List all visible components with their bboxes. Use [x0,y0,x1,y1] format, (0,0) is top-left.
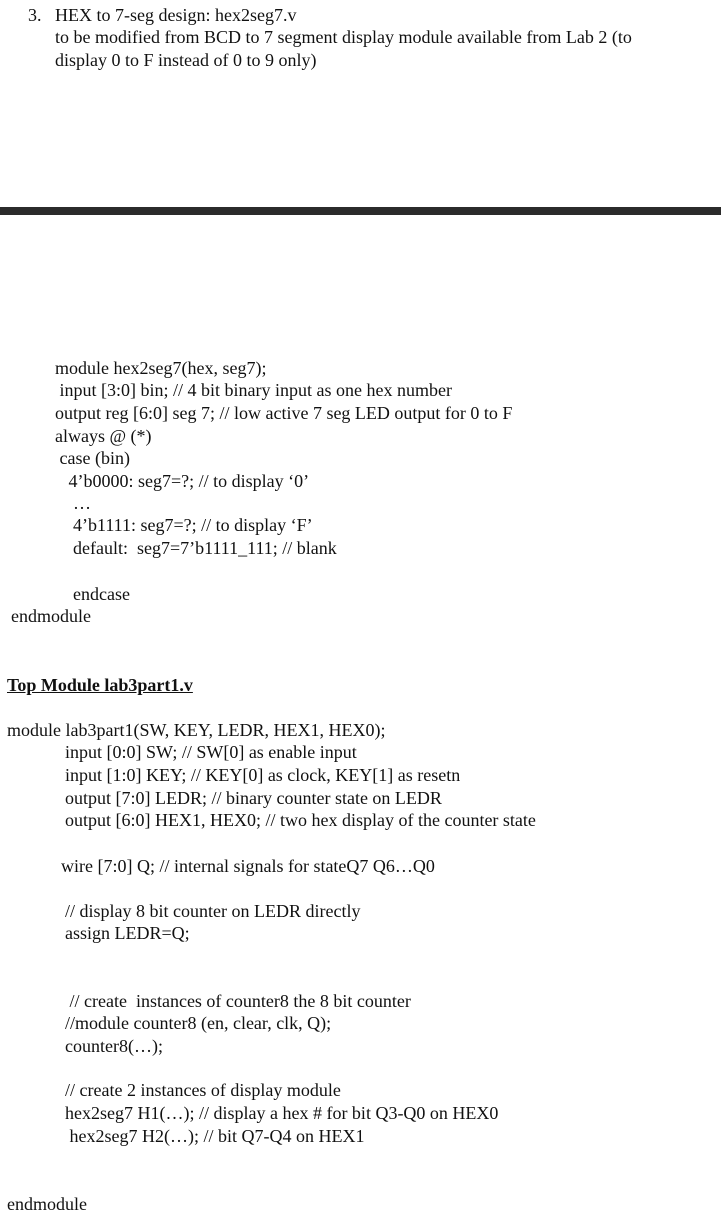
item-description-line: to be modified from BCD to 7 segment display module available from Lab 2 (to [55,27,632,47]
code-line: … [55,493,91,513]
code-line: input [1:0] KEY; // KEY[0] as clock, KEY[1] as resetn [65,765,461,785]
code-line: output [7:0] LEDR; // binary counter state on LEDR [65,788,442,808]
section-heading: Top Module lab3part1.v [7,675,193,695]
code-line: case (bin) [55,448,130,468]
page-divider [0,207,721,215]
code-line: default: seg7=7’b1111_111; // blank [55,538,337,558]
code-line: always @ (*) [55,426,152,446]
code-line: input [3:0] bin; // 4 bit binary input as one hex number [55,380,452,400]
code-line: assign LEDR=Q; [65,923,190,943]
code-line: output [6:0] HEX1, HEX0; // two hex display of the counter state [65,810,536,830]
code-line: 4’b1111: seg7=?; // to display ‘F’ [55,515,313,535]
code-line: // create 2 instances of display module [65,1080,341,1100]
code-line: // display 8 bit counter on LEDR directly [65,901,361,921]
item-title: HEX to 7-seg design: hex2seg7.v [55,5,297,25]
code-line: module lab3part1(SW, KEY, LEDR, HEX1, HEX0); [7,720,386,740]
code-line: endmodule [7,1194,87,1214]
code-line: output reg [6:0] seg 7; // low active 7 seg LED output for 0 to F [55,403,513,423]
code-line: 4’b0000: seg7=?; // to display ‘0’ [55,471,310,491]
code-line: counter8(…); [65,1036,163,1056]
item-description-line: display 0 to F instead of 0 to 9 only) [55,50,317,70]
code-line: wire [7:0] Q; // internal signals for stateQ7 Q6…Q0 [61,856,435,876]
item-number: 3. [28,5,42,25]
code-line: endcase [55,584,130,604]
code-line: module hex2seg7(hex, seg7); [55,358,267,378]
code-line: hex2seg7 H2(…); // bit Q7-Q4 on HEX1 [65,1126,365,1146]
code-line: // create instances of counter8 the 8 bit counter [65,991,411,1011]
code-line: hex2seg7 H1(…); // display a hex # for bit Q3-Q0 on HEX0 [65,1103,499,1123]
code-line: endmodule [11,606,91,626]
code-line: //module counter8 (en, clear, clk, Q); [65,1013,332,1033]
code-line: input [0:0] SW; // SW[0] as enable input [65,742,357,762]
